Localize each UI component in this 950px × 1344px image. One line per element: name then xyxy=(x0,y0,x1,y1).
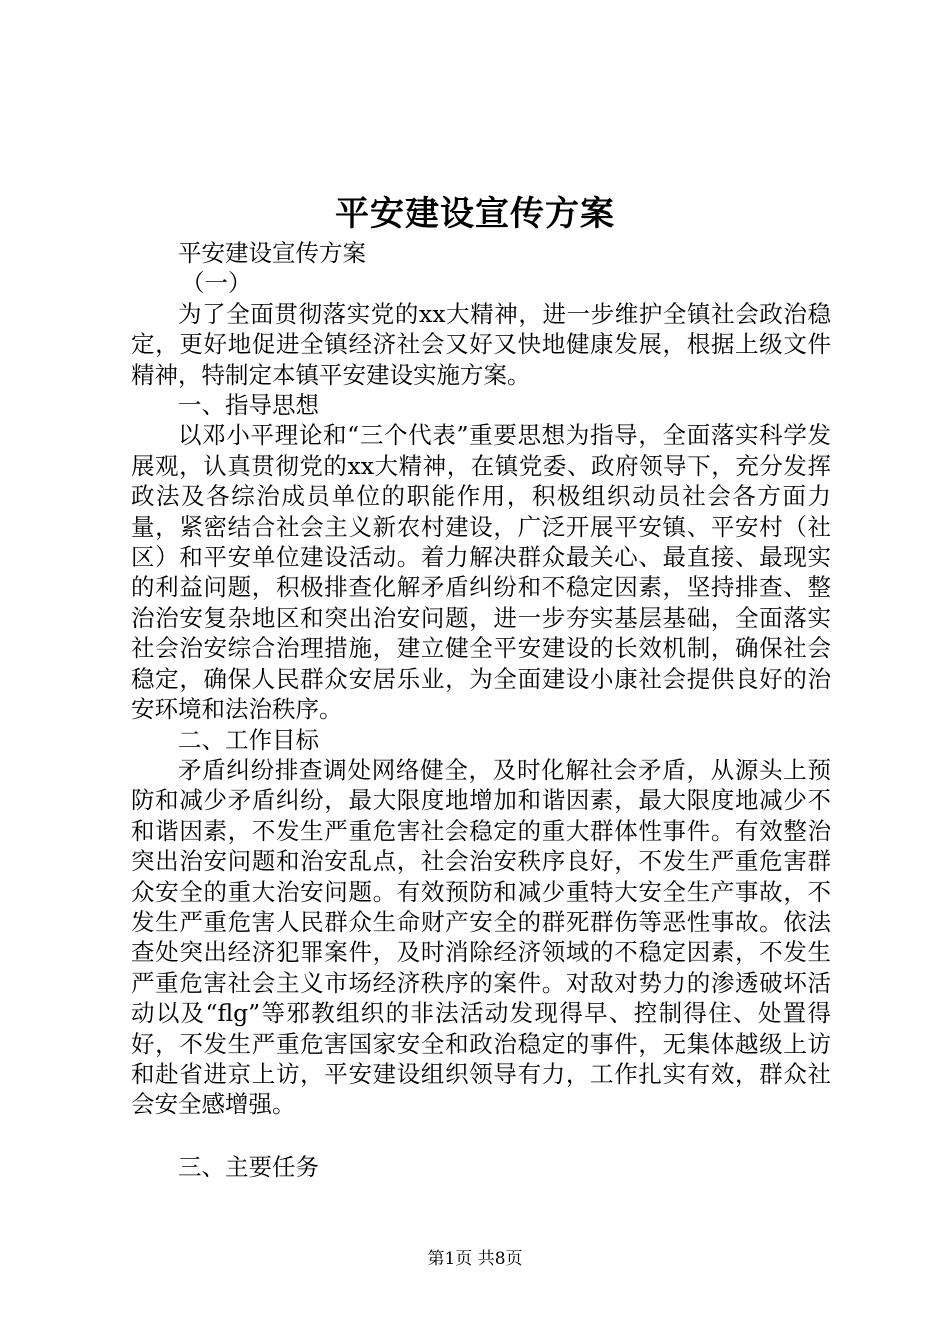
heading-main-tasks: 三、主要任务 xyxy=(178,1152,319,1181)
intro-paragraph: 为了全面贯彻落实党的xx大精神，进一步维护全镇社会政治稳定，更好地促进全镇经济社会又好又快地健康发展，根据上级文件精神，特制定本镇平安建设实施方案。 xyxy=(131,299,831,389)
page-footer: 第1页 共8页 xyxy=(427,1249,523,1269)
guiding-thought-paragraph: 以邓小平理论和“三个代表”重要思想为指导，全面落实科学发展观，认真贯彻党的xx大精神，在镇党委、政府领导下，充分发挥政法及各综治成员单位的职能作用，积极组织动员社会各方面力量，紧密结合社会主义新农村建设，广泛开展平安镇、平安村（社区）和平安单位建设活动。着力解决群众最关心、最直接、最现实的利益问题，积极排查化解矛盾纠纷和不稳定因素，坚持排查、整治治安复杂地区和突出治安问题，进一步夯实基层基础，全面落实社会治安综合治理措施，建立健全平安建设的长效机制，确保社会稳定，确保人民群众安居乐业，为全面建设小康社会提供良好的治安环境和法治秩序。 xyxy=(131,421,831,724)
document-body xyxy=(131,238,831,1182)
heading-work-goals: 二、工作目标 xyxy=(178,725,319,754)
section-number: （一） xyxy=(181,269,252,298)
heading-guiding-thought: 一、指导思想 xyxy=(178,391,319,420)
work-goals-paragraph: 矛盾纠纷排查调处网络健全，及时化解社会矛盾，从源头上预防和减少矛盾纠纷，最大限度地增加和谐因素，最大限度地减少不和谐因素，不发生严重危害社会稳定的重大群体性事件。有效整治突出治安问题和治安乱点，社会治安秩序良好，不发生严重危害群众安全的重大治安问题。有效预防和减少重特大安全生产事故，不发生严重危害人民群众生命财产安全的群死群伤等恶性事故。依法查处突出经济犯罪案件，及时消除经济领域的不稳定因素，不发生严重危害社会主义市场经济秩序的案件。对敌对势力的渗透破坏活动以及“flg”等邪教组织的非法活动发现得早、控制得住、处置得好，不发生严重危害国家安全和政治稳定的事件，无集体越级上访和赴省进京上访，平安建设组织领导有力，工作扎实有效，群众社会安全感增强。 xyxy=(131,755,831,1119)
document-title: 平安建设宣传方案 xyxy=(335,194,615,234)
subtitle-paragraph: 平安建设宣传方案 xyxy=(178,239,366,267)
paragraph-gap xyxy=(131,1120,831,1152)
